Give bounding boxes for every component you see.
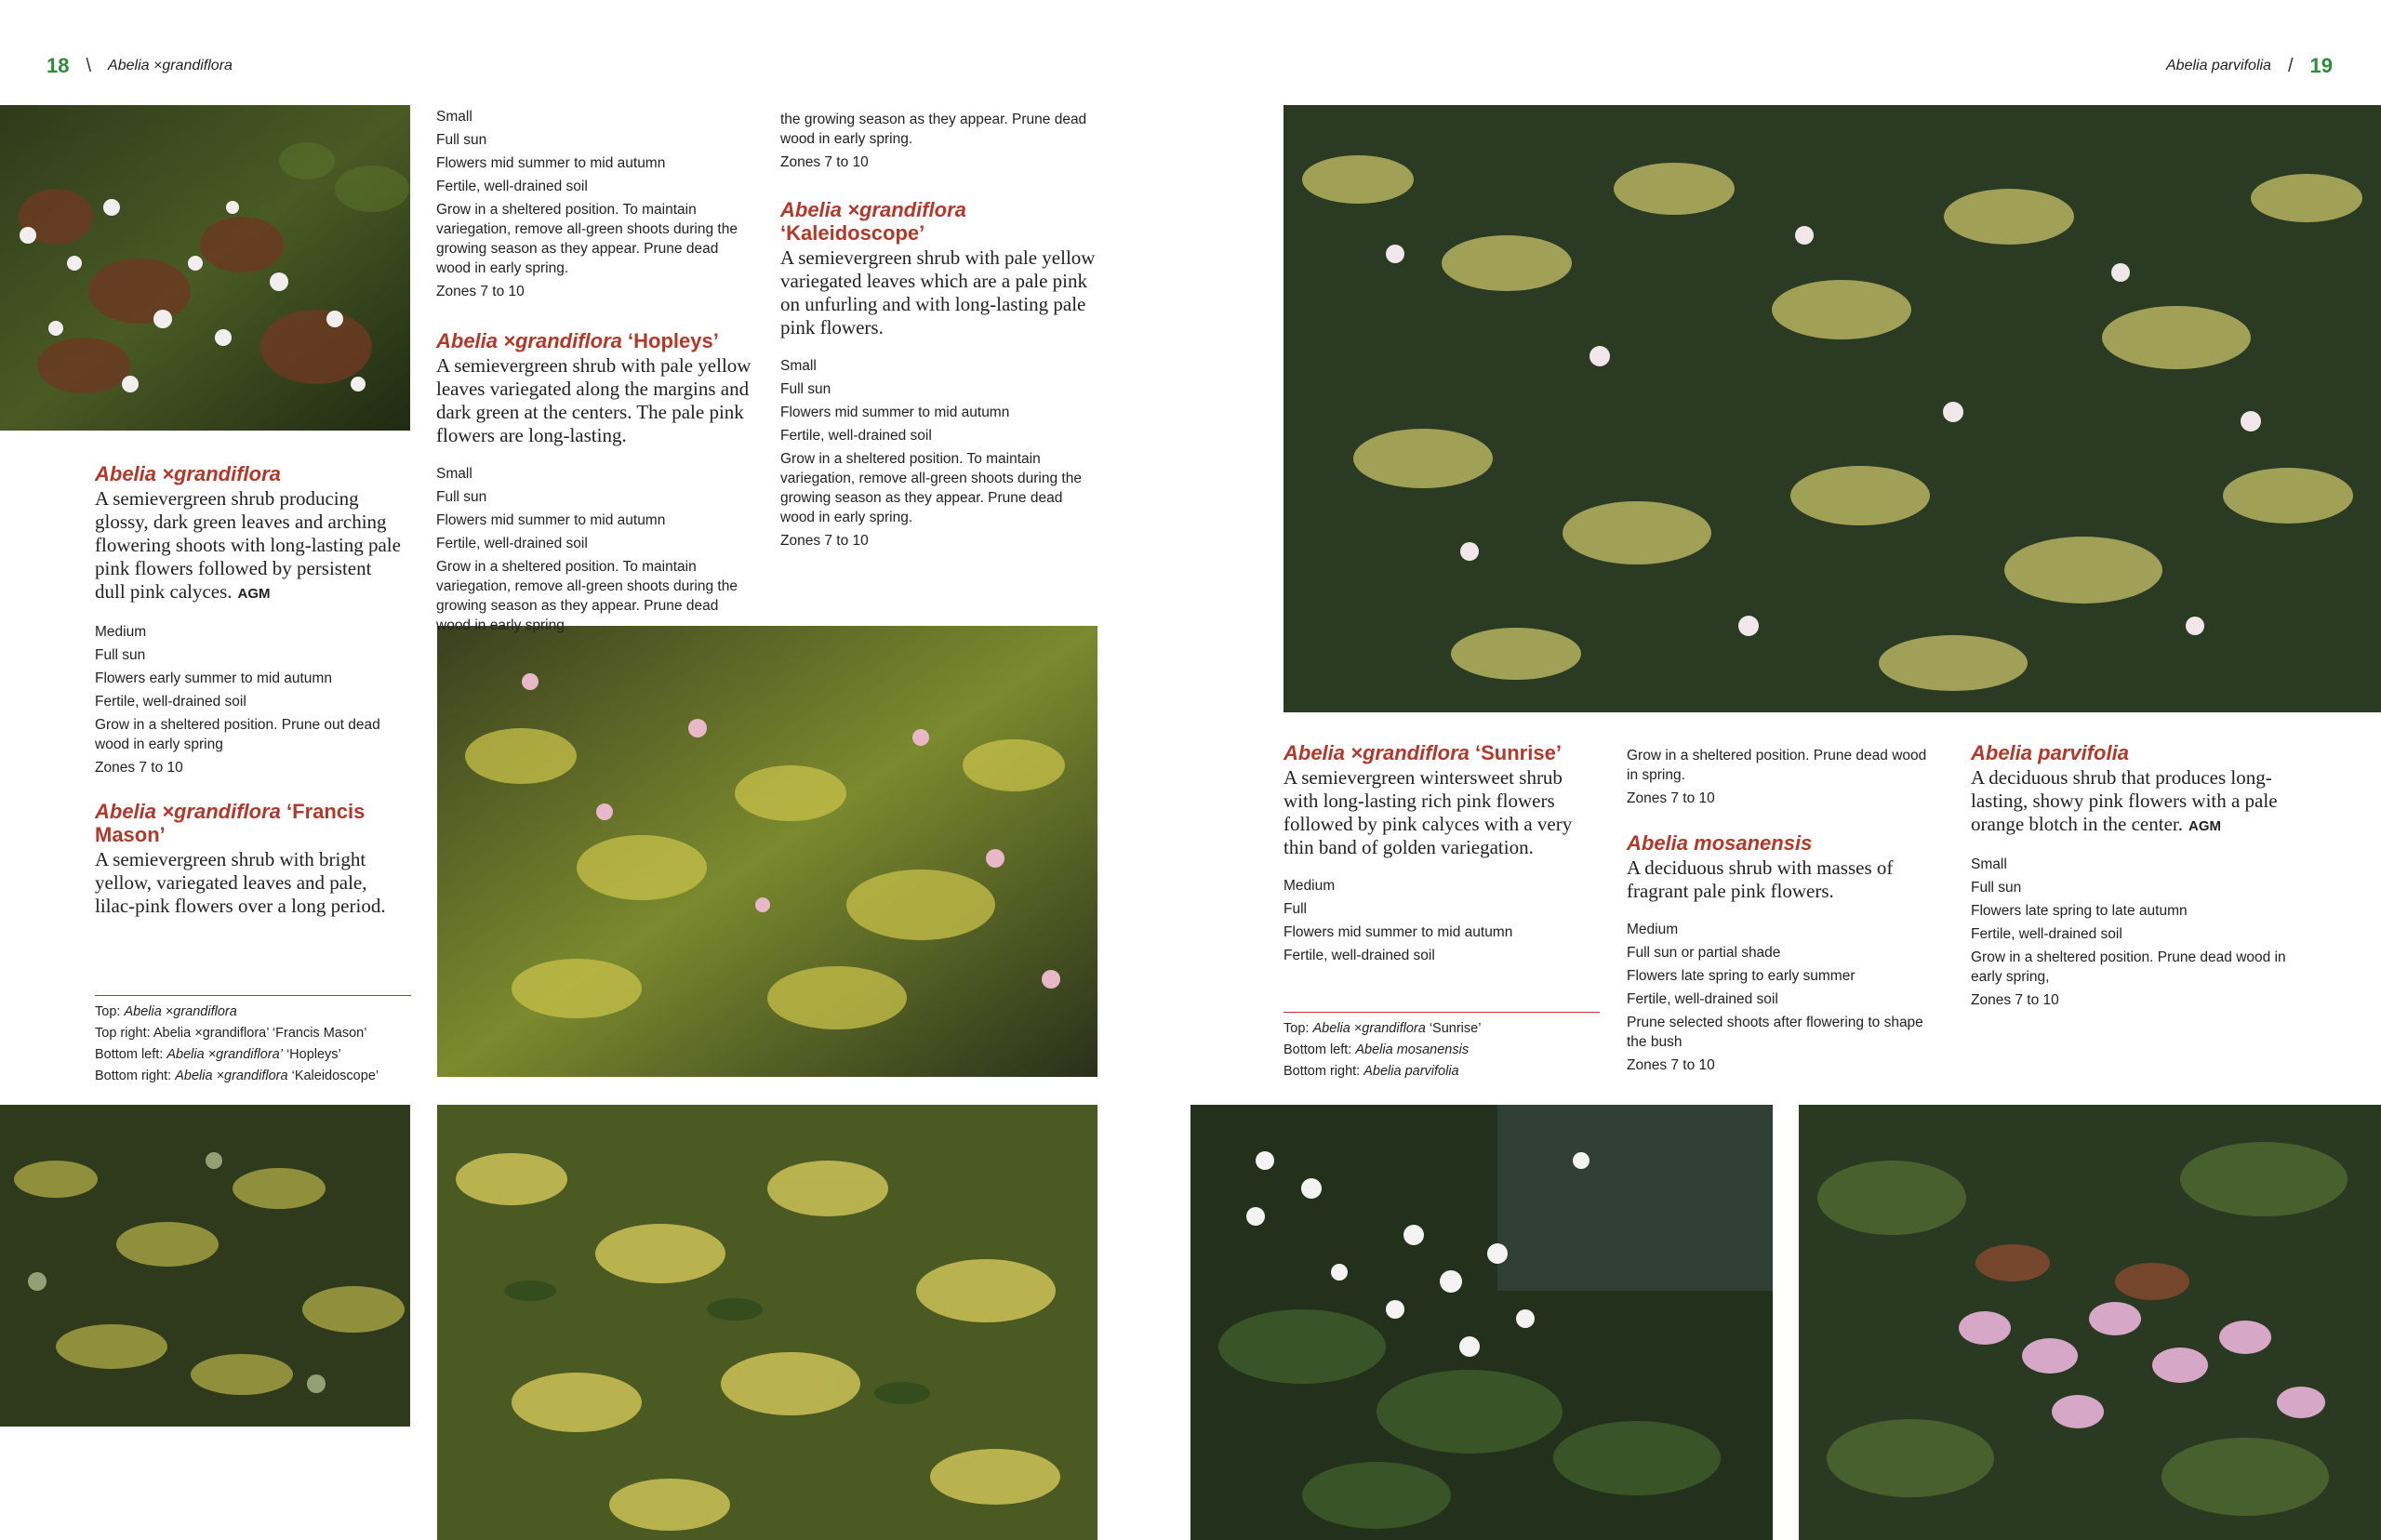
photo-mosanensis <box>1190 1105 1773 1540</box>
attr-flowering: Flowers early summer to mid autumn <box>95 670 332 686</box>
attr-size: Medium <box>1627 922 1679 937</box>
left-page-number: 18 <box>47 54 70 77</box>
attr-soil: Fertile, well-drained soil <box>1627 991 1778 1007</box>
attr-soil: Fertile, well-drained soil <box>1284 948 1435 963</box>
left-folio <box>47 54 233 78</box>
caption-line: Bottom right: Abelia parvifolia <box>1284 1064 1459 1079</box>
attr-zones: Zones 7 to 10 <box>1627 1057 1715 1073</box>
attr-size: Small <box>1971 856 2007 872</box>
attr-light: Full sun <box>436 132 487 148</box>
entry-francis-mason-attributes <box>436 107 752 305</box>
attr-size: Small <box>780 358 817 374</box>
entry-title: Abelia parvifolia <box>1971 741 2129 764</box>
agm-badge: AGM <box>237 586 271 602</box>
caption-line: Top: Abelia ×grandiflora <box>95 1004 237 1019</box>
entry-attributes <box>1284 876 1600 965</box>
attr-size: Medium <box>95 624 147 640</box>
entry-francis-mason <box>95 800 402 918</box>
caption-line: Bottom left: Abelia mosanensis <box>1284 1042 1470 1057</box>
entry-title: Abelia ×grandiflora ‘Francis Mason’ <box>95 800 366 846</box>
entry-description: A deciduous shrub that produces long-lasting, showy pink flowers with a pale orange blotch in the center. AGM <box>1971 766 2278 835</box>
attr-flowering: Flowers late spring to late autumn <box>1971 903 2188 919</box>
attr-light: Full sun or partial shade <box>1627 945 1781 961</box>
attr-light: Full sun <box>436 489 487 505</box>
attr-care: Grow in a sheltered position. Prune out dead wood in early spring <box>95 717 380 752</box>
attr-soil: Fertile, well-drained soil <box>1971 926 2122 942</box>
attr-light: Full sun <box>95 647 146 663</box>
attr-soil: Fertile, well-drained soil <box>436 179 588 194</box>
attr-zones: Zones 7 to 10 <box>780 154 869 170</box>
entry-attributes <box>95 622 402 777</box>
entry-sunrise <box>1284 741 1600 969</box>
entry-title: Abelia ×grandiflora <box>95 462 281 485</box>
right-folio <box>2166 54 2333 78</box>
entry-attributes <box>1971 855 2306 1010</box>
attr-size: Small <box>436 109 472 125</box>
right-separator: / <box>2287 55 2294 76</box>
attr-light: Full sun <box>780 381 831 397</box>
attr-soil: Fertile, well-drained soil <box>95 694 246 710</box>
entry-hopleys <box>436 329 752 633</box>
entry-description: A semievergreen shrub with pale yellow variegated leaves which are a pale pink on unfurling and with long-lasting pale pink flowers. <box>780 246 1096 339</box>
attr-flowering: Flowers late spring to early summer <box>1627 968 1856 984</box>
caption-line: Top: Abelia ×grandiflora ‘Sunrise’ <box>1284 1021 1482 1036</box>
attr-light: Full <box>1284 901 1307 917</box>
entry-grandiflora <box>95 462 402 781</box>
left-separator: \ <box>86 55 92 76</box>
entry-sunrise-continued <box>1627 746 1934 812</box>
attr-care: Grow in a sheltered position. Prune dead wood in early spring, <box>1971 949 2286 985</box>
attr-zones: Zones 7 to 10 <box>1971 992 2059 1008</box>
entry-kaleidoscope <box>780 198 1097 554</box>
attr-size: Small <box>436 466 472 482</box>
attr-size: Medium <box>1284 878 1336 894</box>
photo-hopleys <box>437 626 1097 1077</box>
entry-attributes <box>1627 920 1934 1075</box>
entry-description: A semievergreen shrub with bright yellow, variegated leaves and pale, lilac-pink flowers over a long period. <box>95 848 386 917</box>
entry-title: Abelia mosanensis <box>1627 831 1813 855</box>
captions-right <box>1284 1012 1600 1082</box>
caption-rule <box>95 995 411 996</box>
entry-attributes <box>780 356 1097 551</box>
attr-soil: Fertile, well-drained soil <box>436 536 588 551</box>
attr-flowering: Flowers mid summer to mid autumn <box>436 155 666 171</box>
entry-attributes <box>436 107 752 301</box>
captions-left <box>95 995 411 1087</box>
attr-care: Grow in a sheltered position. Prune dead wood in spring. <box>1627 748 1927 783</box>
left-running-head: Abelia ×grandiflora <box>108 58 233 73</box>
entry-attributes <box>436 464 752 553</box>
attr-zones: Zones 7 to 10 <box>436 284 525 299</box>
attr-soil: Fertile, well-drained soil <box>780 428 932 444</box>
attr-flowering: Flowers mid summer to mid autumn <box>436 512 666 528</box>
attr-flowering: Flowers mid summer to mid autumn <box>1284 924 1513 940</box>
entry-title: Abelia ×grandiflora ‘Sunrise’ <box>1284 741 1562 764</box>
attr-care-continued: the growing season as they appear. Prune dead wood in early spring. <box>780 112 1087 147</box>
entry-attributes-continued <box>436 557 752 633</box>
attr-care: Grow in a sheltered position. To maintain variegation, remove all-green shoots during the growing season as they appear. Prune dead wood in early spring. <box>436 559 738 633</box>
photo-sunrise <box>1284 105 2381 712</box>
agm-badge: AGM <box>2188 818 2221 834</box>
entry-title: Abelia ×grandiflora ‘Hopleys’ <box>436 329 719 352</box>
entry-title: Abelia ×grandiflora ‘Kaleidoscope’ <box>780 198 966 245</box>
attr-zones: Zones 7 to 10 <box>1627 790 1715 806</box>
caption-line: Bottom left: Abelia ×grandiflora’ ‘Hopleys’ <box>95 1047 341 1062</box>
caption-line: Top right: Abelia ×grandiflora’ ‘Francis Mason’ <box>95 1026 367 1041</box>
right-running-head: Abelia parvifolia <box>2166 58 2271 73</box>
attr-zones: Zones 7 to 10 <box>780 533 869 549</box>
photo-parvifolia <box>1799 1105 2381 1540</box>
entry-hopleys-continued <box>780 110 1097 176</box>
entry-description: A semievergreen shrub with pale yellow leaves variegated along the margins and dark green at the centers. The pale pink flowers are long-lasting. <box>436 354 752 446</box>
right-page-number: 19 <box>2309 54 2333 77</box>
attr-zones: Zones 7 to 10 <box>95 760 183 776</box>
caption-rule <box>1284 1012 1600 1013</box>
attr-flowering: Flowers mid summer to mid autumn <box>780 405 1010 420</box>
photo-kaleidoscope <box>437 1105 1097 1540</box>
entry-parvifolia <box>1971 741 2306 1014</box>
caption-line: Bottom right: Abelia ×grandiflora ‘Kaleidoscope’ <box>95 1069 379 1083</box>
photo-grandiflora <box>0 105 410 431</box>
entry-attributes <box>1627 746 1934 808</box>
entry-description: A semievergreen shrub producing glossy, dark green leaves and arching flowering shoots with long-lasting pale pink flowers followed by persistent dull pink calyces. AGM <box>95 487 401 603</box>
attr-light: Full sun <box>1971 880 2022 896</box>
entry-description: A semievergreen wintersweet shrub with long-lasting rich pink flowers followed by pink calyces with a very thin band of golden variegation. <box>1284 766 1573 858</box>
entry-attributes <box>780 110 1097 172</box>
attr-care: Grow in a sheltered position. To maintain variegation, remove all-green shoots during the growing season as they appear. Prune dead wood in early spring. <box>780 451 1082 525</box>
entry-description: A deciduous shrub with masses of fragrant pale pink flowers. <box>1627 856 1894 902</box>
attr-care: Prune selected shoots after flowering to shape the bush <box>1627 1015 1923 1050</box>
attr-care: Grow in a sheltered position. To maintain variegation, remove all-green shoots during the growing season as they appear. Prune dead wood in early spring. <box>436 202 738 276</box>
entry-mosanensis <box>1627 831 1934 1079</box>
photo-francis-mason <box>0 1105 410 1427</box>
